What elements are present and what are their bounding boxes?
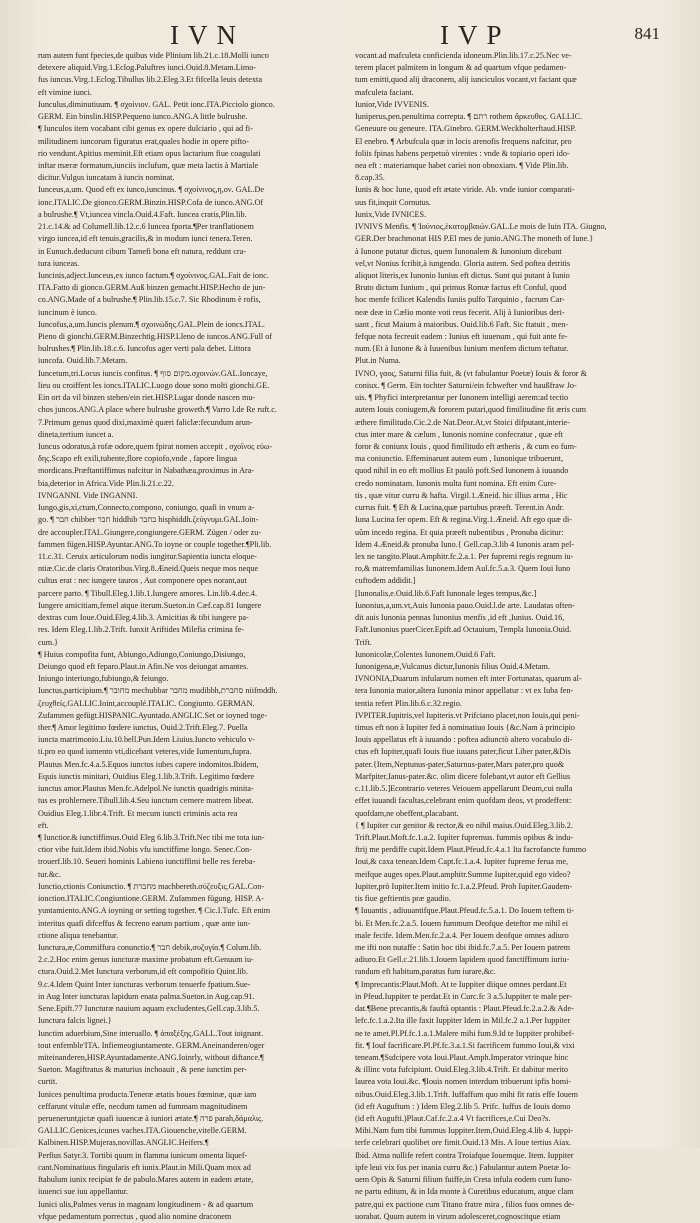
text-line: laurea vota Ioui.&c. ¶Iouis nomen interdum tribuerunt ipfis homi- — [355, 1077, 572, 1087]
text-line: ¶ Imprecantis:Plaut.Moft. At te Iuppiter diique omnes perdant.Et — [355, 979, 567, 989]
text-line: meifque auges opes.Plaut.amphitr.Summe Iupiter,quid ego video? — [355, 869, 571, 879]
text-line: coniux. ¶ Germ. Ein tochter Saturni/ein fchwefter vnd haußfraw Jo- — [355, 380, 577, 390]
text-line: Ioui,& caxa tenean.Idem Capt.fc.1.a.4. Iupiter fupreme ferua me, — [355, 857, 569, 867]
text-line: uem Opis & Saturni filium fuiffe,in Creta infula eodem cum Iuno- — [355, 1175, 572, 1185]
text-line: Trift.Plaut.Moft.fc.1.a.2. Iupiter fupremus. fummis opibus & indu- — [355, 833, 574, 842]
text-line: Bruto dictum Iunium , qui primus Romæ factus eft Conful, quod — [355, 283, 567, 293]
text-line: ¶ Huius compofita funt, Abiungo,Adiungo,Coniungo,Disiungo, — [38, 649, 246, 659]
text-line: [Iunonalis,e.Ouid.lib.6.Faft Iunonale leges tempus,&c.] — [355, 588, 537, 598]
text-line: dit auis Iunonia pennas Iunonius menfis ,id eft ,Iunius. Ouid.16, — [355, 613, 565, 623]
text-line: fammen fügen.HISP.Ayuntar.ANG.To ioyne or couple together.¶Pli.lib. — [38, 539, 272, 549]
text-line: Iuncofus,a,um.Iuncis plenum.¶ σχοινώδης.GAL.Plein de ioncs.ITAL. — [38, 319, 265, 329]
text-line: ionc.ITALIC.De gionco.GERM.Binzin.HISP.Cofa de iunco.ANG.Of — [38, 197, 264, 207]
text-line: autem Iouis coniugem,& fororem putari,quod fimilitudine fit æris cum — [355, 405, 587, 415]
text-line: ipfe leui vix fos per inania curru &c.) Fabulantur autem Poetæ Io- — [355, 1162, 571, 1172]
text-line: rio vendunt.Apitius meminit.Eft etiam opus lactarium fiue coagulati — [38, 148, 261, 158]
text-line: Iunonius,a,um.vt,Auis Iunonia pauo.Ouid.l.de arte. Laudatas often- — [355, 600, 575, 610]
text-line: Iuncus odoratus,à rofæ odore,quem fpirat nomen accepit , σχοῖνος εὐω- — [38, 442, 273, 451]
text-line: (id eft Augufti.)Plaut.Caf.fc.2.a.4 Vt facrifices,e.Cui Deo?s. — [355, 1114, 551, 1124]
text-line: iuncta matrimonio.Liu.10.bell.Pun.Idem Liuius.Iuncto vehiculo v- — [38, 735, 255, 745]
text-line: Geneuure ou geneure. ITA.Ginebro. GERM.Weckholterftaud.HISP. — [355, 124, 577, 134]
text-line: terfe celebrari quolibet ore fimit.Ouid.13 Mis. A Ioue tertius Aiax. — [355, 1138, 572, 1148]
text-line: El enebro. ¶ Arbufcula quæ in locis arenofis frequens nafcitur, pro — [355, 136, 572, 146]
text-line: male fecife. Idem.Men.fc.2.a.4. Per Iouem deofque omnes adiuro — [355, 930, 569, 940]
text-line: dicitur.Vulgus iuncatam à iuncis nominat. — [38, 173, 175, 183]
text-line: tera Iunonia maior,altera Iunonia minor appellatur : vt ex Iuba fen- — [355, 686, 574, 696]
text-line: tur.&c. — [38, 869, 61, 879]
text-line: virgo iuncea,id eft tenuis,gracilis,& in modum iunci tenera.Teren. — [38, 234, 253, 244]
text-line: 21.c.14.& ad Columell.lib.12.c.6 Iuncea fporta.¶Per tranflationem — [38, 222, 254, 232]
text-line: Iunonicolæ,Colentes Iunonem.Ouid.6 Faft. — [355, 649, 496, 659]
text-line: cultus erat : nec iungere tauros , Aut componere opes norant,aut — [38, 576, 247, 586]
text-line: Iunceus,a,um. Quod eft ex iunco,iuncinus. ¶ σχοίνινος,η,ον. GAL.De — [38, 185, 265, 195]
text-line: Iunctio,ctionis Coniunctio. ¶ מחברת machbereth.σύζευξις.GAL.Con- — [38, 881, 265, 891]
text-line: bi. Et Men.fc.2.a.5. Iouem fummum Deofque deteftor me nihil ei — [355, 918, 569, 928]
text-line: bulrushes.¶ Plin.lib.18.c.6. Iuncofus ager verti pala debet. Littora — [38, 344, 251, 354]
text-line: ¶ Iuuantis , adiuuantifque.Plaut.Pfeud.fc.5.a.1. Do Iouem teftem ti- — [355, 906, 575, 916]
text-line: Iunior,Vide IVVENIS. — [355, 99, 429, 109]
text-line: IVNGANNI. Vide INGANNI. — [38, 490, 138, 500]
text-line: Iupiter,prò Iupiter.Item initio fc.1.a.2.Pfeud. Proh Iupiter.Gaudem- — [355, 881, 573, 891]
text-line: ceffarunt vitulæ effe, necdum tamen ad fummam magnitudinem — [38, 1101, 248, 1111]
text-line: ctior vibe fuit.Idem ibid.Nobis vfu iunctiffime longo. Senec.Con- — [38, 845, 252, 855]
text-line: effet iuuandi facultas,celebrant enim quofdam deos, vt prodeffent: — [355, 796, 572, 806]
text-line: ntiæ.Cic.de claris Oratoribus.Virg.8.Æneid.Queis neque mos neque — [38, 564, 259, 574]
text-line: Iuna Lucina fer opem. Eft & regina.Virg.1.Æneid. Aft ego quæ di- — [355, 515, 572, 525]
text-line: Ein ort da vil binzen stehen/ein riet.HISP.Lugar donde nascen mu- — [38, 393, 256, 403]
text-line: vocant.ad mafculeta conficienda idoneum.Plin.lib.17.c.25.Nec ve- — [355, 51, 572, 60]
text-line: iuncinum è iunco. — [38, 307, 97, 317]
text-line: res. Idem Eleg.1.lib.2.Trift. Iunxit Ariftides Milefia crimina fe- — [38, 625, 244, 635]
text-line: fit. ¶ Iouf facrificare.Pl.Pf.fc.3.a.1.Si facrificem fummo Ioui,& vixi — [355, 1040, 575, 1050]
text-line: Marfpiter,Ianus-pater.&c. olim dicere folebant,vt autor eft Gellius — [355, 771, 571, 781]
text-line: ftabulum iunix recipiat fe de pabulo.Mares autem in eadem ætate, — [38, 1175, 254, 1185]
text-line: fus iuncus.Virg.1.Eclog.Tibullus lib.2.Eleg.3.Et fifcella leuis detexta — [38, 75, 262, 85]
text-line: Zufammen gefügt.HISPANIC.Ayuntado.ANGLIC.Set or ioyned toge- — [38, 710, 268, 720]
text-line: uûm incedo regina. Et quia præeft nubentibus , Pronuba dicitur: — [355, 527, 564, 537]
text-line: num.{Et à Iunone & à Iuuenibus Iunium menfem dictum teftatur. — [355, 344, 569, 354]
text-line: eft. — [38, 820, 49, 830]
text-line: tis fiue geftientis præ gaudio. — [355, 894, 451, 904]
right-text-column — [355, 50, 653, 1221]
text-line: Faft.Iunonius puerCicer.Epift.ad Octauium, Templa Iunonia.Ouid. — [355, 625, 572, 635]
text-line: nibus.Ouid.Eleg.3.lib.1.Trift. Iuffaffum quo mihi fit ratis effe Iouem — [355, 1089, 579, 1099]
text-line: 9.c.4.Idem Quint Inter iuncturas verborum tenuerfe fpatium.Sue- — [38, 979, 251, 989]
text-line: Sene.Epift.77 Iuncturæ nauium aquam excludentes,Gell.cap.3.lib.5. — [38, 1004, 260, 1014]
text-line: currus fuit. ¶ Eft & Lucina,quæ partubus præeft. Terent.in Andr. — [355, 503, 564, 513]
text-line: quofdam,ne obeffent,placabant. — [355, 808, 459, 818]
text-line: tura iunceas. — [38, 258, 80, 268]
text-line: δης.Scapo eft exili,tubente,flore copiofo,vnde , fapore lingua — [38, 454, 237, 464]
text-line: Iunices penultima producta.Teneræ ætatis boues fœminæ, quæ iam — [38, 1089, 257, 1099]
text-line: ionction.ITALIC.Congiuntione.GERM. Zufammen fügung. HISP. A- — [38, 894, 264, 904]
text-line: 7.Primum genus quod dixi,maximè quæri faliclæ:fecundum arun- — [38, 417, 253, 427]
text-line: vel,vt Nonius fcribit,à iungendo. Gloria autem. Sed poftea detritis — [355, 258, 571, 268]
text-line: in Pfeud.Iuppiter te perdat.Et in Curc.fc 3 a.5.Iuppiter te male per- — [355, 991, 572, 1001]
text-line: tum emitti,quod alij draconem, alij iunciculos vocant,vt faciant quæ — [355, 75, 577, 85]
text-line: bia,deterior in Africa.Vide Plin.li.21.c.22. — [38, 478, 174, 488]
text-line: GER.Der brachmonat HIS P.El mes de junio.ANG.The moneth of Iune.} — [355, 234, 594, 244]
text-line: fefque nota fecreuit eadem : Iunius eft iuuenum , qui fuit ante fe- — [355, 332, 568, 342]
text-line: lex ne tangito.Plaut.Amphitr.fc.2.a.1. Per fupremi regis regnum iu- — [355, 551, 574, 561]
text-line: inftar mæræ formatum,iunciis inclufum, quæ meta lactis à Martiale — [38, 160, 259, 170]
text-line: detexere aliquid.Virg.1.Eclog.Paluftres iunci.Ouid.8.Metam.Limo- — [38, 63, 257, 73]
text-line: tus es prohlernere.Tibull.lib.4.Seu iunctum cernere matrem libeat. — [38, 796, 254, 806]
text-line: ne partu editum, & in Ida monte à Curetibus educatum, atque clam — [355, 1187, 574, 1197]
text-line: uus fit,inquit Cornutus. — [355, 197, 431, 207]
text-line: 8.cap.35. — [355, 173, 385, 183]
text-line: Sueton. Magiftratus & maturius inchoauit , & pene iunctim per- — [38, 1065, 247, 1075]
text-line: Iunctus,participium.¶ מחובר mechubbar מחבר mudibbh,סחברת niifmddh. — [38, 686, 278, 696]
text-line: Iuniperus,pen.penultima correpta. ¶ רתם rothem ἄρκευθος. GALLIC. — [355, 112, 583, 122]
text-line: curtit. — [38, 1077, 58, 1087]
text-line: rum autem funt fpecies,de quibus vide Plinium lib.21.c.18.Molli iunco — [38, 51, 269, 60]
text-line: Iuncetum,tri.Locus iuncis confitus. ¶ מקום סוף.σχοινών.GAL.Ioncaye, — [38, 368, 268, 378]
text-line: ther.¶ Amor legitimo fœdere iunctus, Ouid.2.Trift.Eleg.7. Puella — [38, 723, 248, 733]
text-line: { ¶ Iupiter cur genitor & rector,& eo nihil maius.Ouid.Eleg.3.lib.2. — [355, 820, 573, 830]
text-line: lieu ou croiffent les ioncs.ITALIC.Luogo doue sono molti gionchi.GE. — [38, 380, 270, 390]
text-line: uis. ¶ Phyfici interpretantur per Iunonem intelligi aerem:ad tectio — [355, 393, 569, 403]
text-line: ne te amet.Pl.Pf.fc.1.a.1.Malere mihi fum.9.Id te Iuppiter prohibef- — [355, 1028, 575, 1038]
text-line: dextras cum Ioue.Ouid.Eleg.4.lib.3. Amicitias & tibi iungere pa- — [38, 613, 249, 623]
text-line: Perfius Satyr.3. Tortibi quum in flamma iunicum omenta liquef- — [38, 1150, 248, 1160]
text-line: nea eft : materiamque habet cariei non obnoxiam. ¶ Vide Plin.lib. — [355, 160, 569, 170]
text-line: Idem 4.Æneid.& pronuba Iuno.{ Gell.cap.3.lib 4 Iunonis aram pel- — [355, 539, 575, 549]
text-line: mordicans.Præftantiffimus nafcitur in Nabathæa,proximus in Ara- — [38, 466, 255, 476]
text-line: 2.c.2.Hoc enim genus iuncturæ maxime probatum eft.Genuum iu- — [38, 955, 254, 965]
page-header — [60, 20, 660, 50]
text-line: timus eft non à Iupiter fed à nominatiuo Iouis {&c.Nam à principio — [355, 723, 575, 733]
text-line: IVNONIA,Duarum infularum nomen eft inter Fortunatas, quarum al- — [355, 674, 582, 684]
text-line: IVNO, γαος, Saturni filia fuit, & (vt fabulantur Poetæ) Iouis & foror & — [355, 368, 587, 378]
text-line: perueneruntдictæ quafi iuuencæ à iuniori ætate.¶ פרה parah,δάμαλις. — [38, 1114, 264, 1124]
text-line: in Eunuch.deducunt cibum Tamefi bona eft natura, reddunt cra- — [38, 246, 246, 256]
text-line: yuntamiento.ANG.A ioyning or setting together. ¶ Cic.I.Tufc. Eft enim — [38, 906, 271, 916]
text-line: me ifti non nutaffe : Satin hoc tibi ibid.fc.7.a.5. Per Iouem patrem — [355, 942, 570, 952]
text-line: chos juncos.ANG.A place where bulrushe groweth.¶ Varro l.de Re ruft.c. — [38, 405, 277, 415]
text-line: credo nominatam. Iunonis multa funt nomina. Eft enim Cure- — [355, 478, 557, 488]
text-line: uorabat. Quum autem in virum adolesceret,cognoscitque etiam — [355, 1211, 561, 1221]
text-line: Deiungo quod eft feparo.Plaut.in Afin.Ne vos deiungat amantes. — [38, 661, 249, 671]
text-line: neæ deæ in Cælio monte voti reus fecerit. Alij à Iunioribus deri- — [355, 307, 565, 317]
text-line: uant , ficut Maium à maioribus. Ouid.lib.6 Faft. Sic ftatuit , men- — [355, 319, 569, 329]
text-line: ftrij me perdiffe cupit.Idem Plaut.Pfeud.fc.4.a.1 Ita facrofancte fummo — [355, 845, 587, 855]
text-line: hoc menfe fcilicet Kalendis Iuniis pulfo Tarquinio , facrum Car- — [355, 295, 565, 305]
right-headword: IVP — [440, 20, 511, 50]
text-line: Iunis & hoc Iune, quod eft ætate viride. Ab. vnde iunior comparati- — [355, 185, 575, 195]
text-line: Iuncinis,adject.Iunceus,ex iunco factum.¶ σχοίνινος.GAL.Fait de ionc. — [38, 270, 269, 280]
page-number: 841 — [634, 24, 660, 43]
text-line: a bulrushe.¶ Vt,iuncea vincla.Ouid.4.Faft. Iuncea cratis,Plin.lib. — [38, 209, 247, 219]
text-line: cant.Nominatiuus fingularis eft iunix.Plaut.in Mili.Quam mox ad — [38, 1162, 251, 1172]
text-line: foliis fpinas habens perpetuò virentes : vnde & topiario operi ido- — [355, 148, 570, 158]
text-line: adiuro.Et Gell.c.21.lib.1.Iouem lapidem quod fanctiffimum iuriu- — [355, 955, 570, 965]
text-line: ctura.Ouid.2.Met Iunctura verborum,id eft compofitio Quint.lib. — [38, 967, 248, 977]
text-line: ¶ Iunctior.& iunctiffimus.Ouid Eleg 6.lib.3.Trift.Nec tibi me tota iun- — [38, 833, 265, 842]
text-line: Iunici ulis,Palmes verus in magnam longitudinem - & ad quartum — [38, 1199, 254, 1209]
text-line: IVNIVS Menfis. ¶ Ἰούνιος,ἑκατομβαιών.GAL.Le mois de Iuin ITA. Giugno, — [355, 222, 607, 232]
left-text-column — [38, 50, 334, 1221]
text-line: Ouidius Eleg.1.libr.4.Trift. Et mecum iuncti criminis acta rea — [38, 808, 238, 818]
text-line: dineta,tertium iuncet a. — [38, 429, 114, 439]
text-line: à Iunone putatur dictus, quem Iunonalem & Iunonium dicebant — [355, 246, 562, 256]
text-line: Equis iunctis minitari, Ouidius Eleg.1.lib.3.Trift. Legitimo fœdere — [38, 771, 255, 781]
text-line: (id eft Auguftum : ) Idem Eleg.2.lib 5. Prifc. Iuffus de Iouis domo — [355, 1101, 571, 1111]
text-line: ctus eft Iupiter,quafi Iouis fiue iuuans pater,ficut Liber pater,&Dis — [355, 747, 571, 757]
left-headword: IVN — [170, 20, 245, 50]
text-line: Iungere amicitiam,femel atque iterum.Sueton.in Cæf.cap.81 Iungere — [38, 600, 262, 610]
text-line: interitus quafi difceffus & fecreno earum partium , quæ ante iun- — [38, 918, 251, 928]
text-line: Iunctim aduerbium,Sine interuallo. ¶ ἀπαξέξης.GALL.Tout ioignant. — [38, 1028, 264, 1038]
text-line: Ibid. Atma nullife refert contra Troiafque Iouemque. Item. Iuppiter — [355, 1150, 574, 1160]
text-line: Iungo,gis,xi,ctum,Connecto,compono, coniungo, quafi in vnum a- — [38, 503, 255, 513]
text-line: GALLIC.Genices,icunes vaches.ITA.Giouenche,vitelle.GERM. — [38, 1126, 247, 1136]
text-line: aliquot literis,ex Iunonio Iunius eft dictus. Sunt qui putant à Iunio — [355, 270, 570, 280]
text-line: Pieno di gionchi.GERM.Binzechtig.HISP.Lleno de iuncos.ANG.Full of — [38, 332, 273, 342]
text-line: tout enfemble'ITA. Infiemeogiuntamente. GERM.Aneinanderen/oger — [38, 1040, 265, 1050]
text-line: terem placet palmitem in longum & ad quartum vfque pedamen- — [355, 63, 567, 73]
text-line: pater.{Item,Neptunus-pater,Saturnus-pater,Mars pater,pro quo& — [355, 759, 565, 769]
text-line: ti.pro eo quod iumento vti,dicebant veteres,vide Iumentum,fupra. — [38, 747, 252, 757]
text-line: randum eft habitum,paratus fum iurare,&c. — [355, 967, 496, 977]
text-line: trouerf.lib.10. Seueri hominis Labieno iunctiffimi belle res fereba- — [38, 857, 256, 867]
text-line: tis , quæ vitur curru & hafta. Virgil.1.Æneid. hic illius arma , Hic — [355, 490, 568, 500]
text-line: Iunctura falcis lignei.} — [38, 1016, 112, 1026]
text-line: mafculeta faciant. — [355, 87, 414, 97]
text-line: ζευχθείς.GALLIC.Ioint,accouplé.ITALIC. Congiunto. GERMAN. — [38, 698, 255, 708]
text-line: ¶ Iunculos item vocabant cibi genus ex opere dulciario , qui ad fi- — [38, 124, 253, 134]
text-line: Iniungo interiungo,fubiungo,& feiungo. — [38, 674, 169, 684]
text-line: iunctus amor.Plautus Men.fc.Adelpol.Ne iunctis quadrigis minita- — [38, 784, 254, 794]
text-line: ctione aliqua tenebantur. — [38, 930, 119, 940]
text-line: militudinem iuncorum figuratus erat,quales hodie in opere pifto- — [38, 136, 250, 146]
text-line: ITA.Fatto di gionco.GERM.Auß binzen gemacht.HISP.Hecho de jun- — [38, 283, 266, 293]
text-line: iuncofa. Ouid.lib.7.Metam. — [38, 356, 128, 366]
text-line: cuftodem addidit.] — [355, 576, 416, 586]
text-line: Kalbinen.HISP.Mujeras,novillas.ANGLIC.Heifers.¶ — [38, 1138, 209, 1148]
text-line: in Aug Inter iuncturas lapidum enata palma.Sueton.in Aug.cap.91. — [38, 991, 255, 1001]
text-line: GERM. Ein binslin.HISP.Pequeno iunco.ANG.A little bulrushe. — [38, 112, 248, 122]
text-line: cum.} — [38, 637, 59, 647]
text-line: Trift. — [355, 637, 372, 647]
text-line: vfque pedamentum porrectus , quod alio nomine draconem — [38, 1211, 232, 1221]
text-line: co.ANG.Made of a bulrushe.¶ Plin.lib.15.c.7. Sic Rhodinum è rofis, — [38, 295, 261, 305]
text-line: eft vimine iunci. — [38, 87, 92, 97]
text-line: Iunctura,æ,Commiffura conunctio.¶ חבר debik,συζυγία.¶ Colum.lib. — [38, 942, 262, 952]
text-line: dat.¶Bene precantis,& fauftà optantis : Plaut.Pfeud.fc.2.a.2.& Ade- — [355, 1004, 574, 1014]
text-line: lefc.fc.1.a.2.Ita ille faxit Iuppiter Idem in Mil.fc.2 a.1.Per Iuppiter — [355, 1016, 571, 1026]
text-line: Iunonigena,æ,Vulcanus dictur,Iunonis filius Ouid.4.Metam. — [355, 661, 550, 671]
text-line: quod nihil in eo eft mollius Et paulò poft.Sed Iunonem à iuuando — [355, 466, 569, 476]
text-line: parcere parto. ¶ Tibull.Eleg.1.lib.1.Iungere amores. Lin.lib.4.dec.4. — [38, 588, 258, 598]
text-line: ctus inter mare & cælum , Iunonis nomine confecratur , quæ eft — [355, 429, 564, 439]
text-line: go. ¶ חבר chibber חבר hiddhib בחבר hisphiddh.ζεύγνυμι.GAL.Ioin- — [38, 515, 259, 525]
text-line: patre,qui ex pactione cum Titano fratre mira , filios fuos omnes de- — [355, 1199, 575, 1209]
text-line: c.11.lib.5.]Econtrario veteres Veiouem appellarunt Deum,cui nulla — [355, 784, 573, 794]
text-line: 11.c.31. Ceruix articulorum nodis iungitur.Sapientia iuncta eloque- — [38, 551, 257, 561]
text-line: Plautus Men.fc.4.a.5.Equos iunctos iubes capere indomitos.Ibidem, — [38, 759, 259, 769]
text-line: miteinanderen,HISP.Ayuntadamente.ANG.Ioinrly, without diftance.¶ — [38, 1052, 264, 1062]
text-line: Iouis appellatus eft à iuuando : poftea adiunctò altero vocabulo di- — [355, 735, 573, 745]
text-line: Iunculus,diminutiuum. ¶ σχοίνιον. GAL. Petit ionc.ITA.Picciolo gionco. — [38, 99, 275, 109]
text-line: Plut.in Numa. — [355, 356, 401, 366]
text-line: Mihi.Nam fum tibi fummus Iuppiter.Item,Ouid.Eleg.4.lib 4. Iuppi- — [355, 1126, 574, 1136]
text-line: Iunix,Vide IVNICES. — [355, 209, 427, 219]
text-line: ro,& matremfamilias Iunonem.Idem Aul.fc.5.a.3. Quem Ioui Iuno — [355, 564, 571, 574]
text-line: dre accoupler.ITAL.Giungere,congiungere.GERM. Zügen / oder zu- — [38, 527, 262, 537]
text-line: æthere fimilitudo.Cic.2.de Nat.Deor.At,vt Stoici difputant,interie- — [355, 417, 570, 427]
text-line: IVPITER.Iupitris,vel Iupiteris.vt Prifciano placet,non Iouis,qui peni- — [355, 710, 580, 720]
text-line: & illinc vota fufcipiunt. Ouid.Eleg.3.lib.4.Trift. Et dabitur merito — [355, 1065, 568, 1075]
text-line: teneam.¶Sufcipere vota Ioui.Plaut.Amph.Imperator vtrinque hinc — [355, 1052, 569, 1062]
text-line: ma coniunctio. Effeminarunt autem eum , Iunonique tribuerunt, — [355, 454, 564, 464]
text-line: iuuenci sue iuu appellantur. — [38, 1187, 129, 1197]
text-line: foror & coniunx Iouis , quod fimilitudo eft ætheris , & cum eo fum- — [355, 442, 577, 451]
text-line: tentia refert Plin.lib.6.c.32.regio. — [355, 698, 462, 708]
